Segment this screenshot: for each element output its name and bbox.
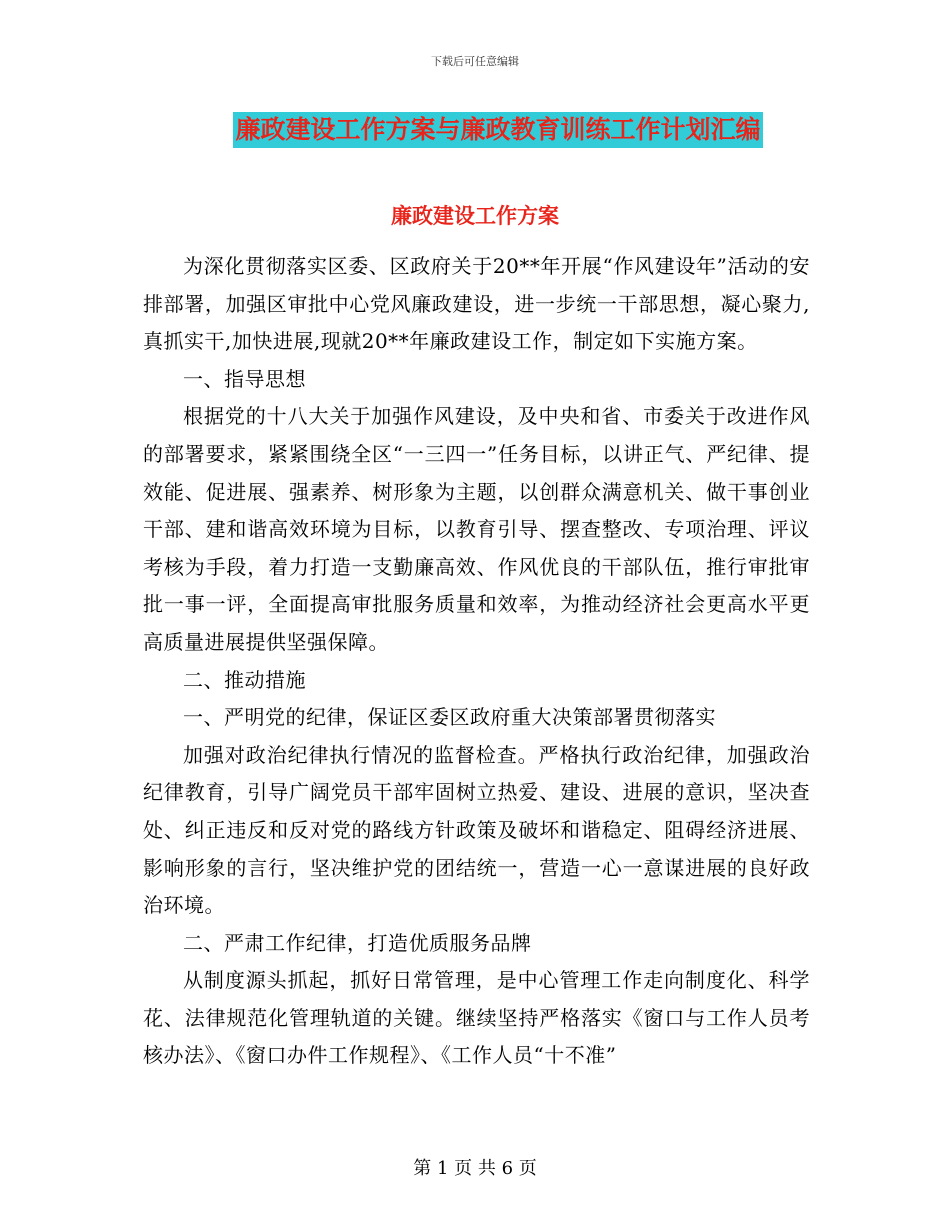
paragraph-party-discipline: 加强对政治纪律执行情况的监督检查。严格执行政治纪律，加强政治纪律教育，引导广阔党员干部牢固树立热爱、建设、进展的意识，坚决查处、纠正违反和反对党的路线方针政策及破坏和谐稳定、阻碍经济进展、影响形象的言行，坚决维护党的团结统一，营造一心一意谋进展的良好政治环境。: [143, 742, 810, 918]
paragraph-work-discipline: 从制度源头抓起，抓好日常管理，是中心管理工作走向制度化、科学花、法律规范化管理轨道的关键。继续坚持严格落实《窗口与工作人员考核办法》、《窗口办件工作规程》、《工作人员“十不准”: [143, 968, 810, 1068]
page-number-footer: 第 1 页 共 6 页: [413, 1158, 537, 1179]
section-title: 廉政建设工作方案: [391, 203, 559, 228]
heading-measures: 二、推动措施: [183, 667, 306, 692]
document-body: [143, 248, 810, 1075]
subheading-party-discipline: 一、严明党的纪律，保证区委区政府重大决策部署贯彻落实: [183, 705, 716, 730]
paragraph-intro: 为深化贯彻落实区委、区政府关于20**年开展“作风建设年”活动的安排部署，加强区审批中心党风廉政建设，进一步统一干部思想，凝心聚力,真抓实干,加快进展,现就20**年廉政建设工作，制定如下实施方案。: [143, 254, 810, 354]
heading-guiding-ideology: 一、指导思想: [183, 366, 306, 391]
document-title: 廉政建设工作方案与廉政教育训练工作计划汇编: [233, 112, 762, 148]
document-title-wrapper: [0, 112, 950, 148]
paragraph-guiding-ideology: 根据党的十八大关于加强作风建设，及中央和省、市委关于改进作风的部署要求，紧紧围绕全区“一三四一”任务目标，以讲正气、严纪律、提效能、促进展、强素养、树形象为主题，以创群众满意机关、做干事创业干部、建和谐高效环境为目标，以教育引导、摆查整改、专项治理、评议考核为手段，着力打造一支勤廉高效、作风优良的干部队伍，推行审批审批一事一评，全面提高审批服务质量和效率，为推动经济社会更高水平更高质量进展提供坚强保障。: [143, 404, 810, 654]
header-note: 下载后可任意编辑: [431, 55, 519, 68]
subheading-work-discipline: 二、严肃工作纪律，打造优质服务品牌: [183, 930, 532, 955]
